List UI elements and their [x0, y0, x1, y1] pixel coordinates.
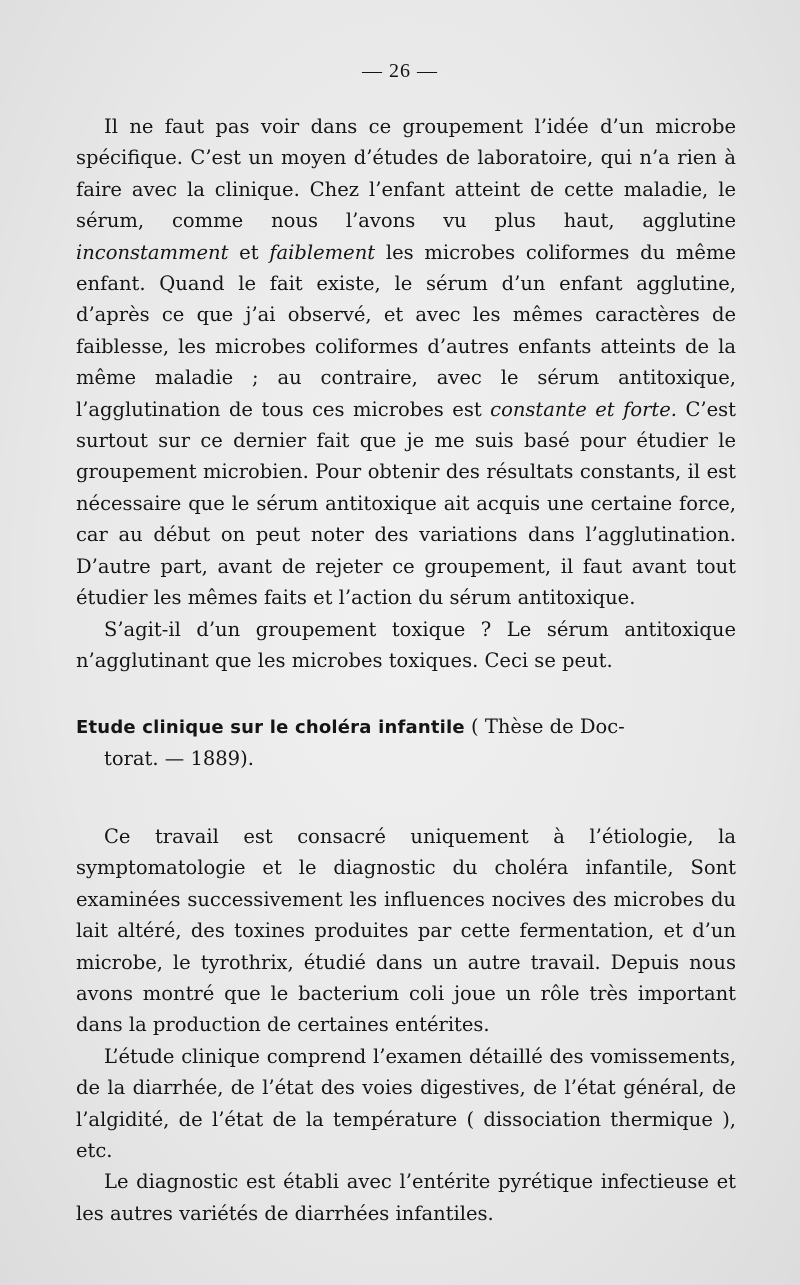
paragraph-text: les microbes coliformes du même enfant. Quand le fait existe, le sérum d’un enfant agglutine, d’après ce que j’ai observé, et avec les mêmes caractères de faiblesse, les microbes coliformes d’autres enfants atteints de la même maladie ; au contraire, avec le sérum antitoxique, l’agglutination de tous ces microbes est: [76, 240, 736, 421]
emphasis-inconstamment: inconstamment: [76, 240, 229, 264]
paragraph-groupement-toxique: S’agit-il d’un groupement toxique ? Le sérum antitoxique n’agglutinant que les microbes toxiques. Ceci se peut.: [76, 617, 736, 672]
heading-line-1: [76, 711, 736, 743]
paragraph-text: Il ne faut pas voir dans ce groupement l’idée d’un microbe spécifique. C’est un moyen d’études de laboratoire, qui n’a rien à faire avec la clinique. Chez l’enfant atteint de cette maladie, le sérum, comme nous l’avons vu plus haut, agglutine: [76, 115, 736, 233]
paragraph-groupement: [76, 111, 736, 614]
section-agglutination: [76, 111, 736, 676]
section-cholera: [76, 821, 736, 1229]
paragraph-text: et: [228, 240, 270, 264]
paragraph-etude-clinique: L’étude clinique comprend l’examen détaillé des vomissements, de la diarrhée, de l’état des voies digestives, de l’état général, de l’algidité, de l’état de la température ( dissociation thermique ), etc.: [76, 1044, 736, 1163]
emphasis-constante-et-forte: constante et forte.: [490, 397, 677, 421]
emphasis-faiblement: faiblement: [269, 240, 376, 264]
paragraph-diagnostic: Le diagnostic est établi avec l’entérite pyrétique infectieuse et les autres variétés de diarrhées infantiles.: [76, 1170, 736, 1225]
page-number: — 26 —: [362, 60, 438, 82]
section-heading: [76, 711, 736, 775]
heading-title: Etude clinique sur le choléra infantile: [76, 717, 465, 738]
paragraph-text: C’est surtout sur ce dernier fait que je me suis basé pour étudier le groupement microbien. Pour obtenir des résultats constants, il est nécessaire que le sérum antitoxique ait acquis une certaine force, car au début on peut noter des variations dans l’agglutination. D’autre part, avant de rejeter ce groupement, il faut avant tout étudier les mêmes faits et l’action du sérum antitoxique.: [76, 397, 736, 610]
paragraph-travail: Ce travail est consacré uniquement à l’étiologie, la symptomatologie et le diagnostic du choléra infantile, Sont examinées successivement les influences nocives des microbes du lait altéré, des toxines produites par cette fermentation, et d’un microbe, le tyrothrix, étudié dans un autre travail. Depuis nous avons montré que le bacterium coli joue un rôle très important dans la production de certaines entérites.: [76, 825, 736, 1037]
heading-line-2: torat. — 1889).: [104, 747, 254, 771]
heading-citation: ( Thèse de Doc-: [464, 715, 625, 738]
